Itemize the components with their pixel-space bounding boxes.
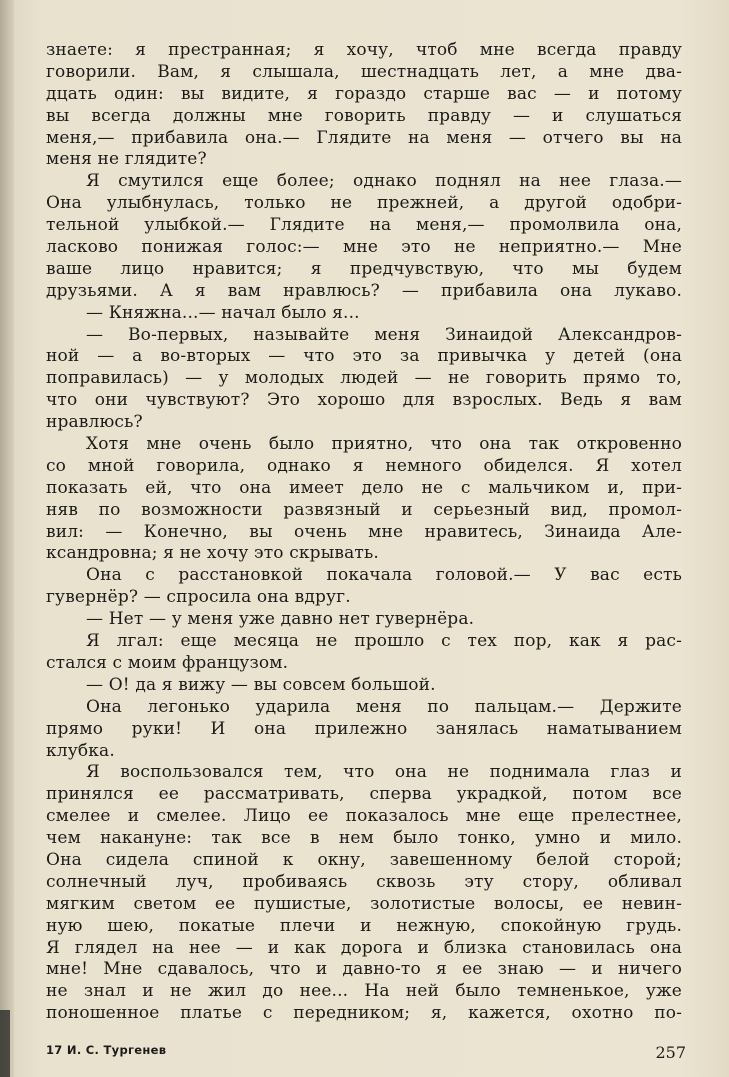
text-line: няв по возможности развязный и серьезный вид, промол- [46,499,682,520]
text-line: ваше лицо нравится; я предчувствую, что мы будем [46,258,682,279]
text-line: меня,— прибавила она.— Глядите на меня — отчего вы на [46,127,682,148]
text-line: смелее и смелее. Лицо ее показалось мне еще прелестнее, [46,806,682,827]
text-line: чем накануне: так все в нем было тонко, умно и мило. [46,828,682,849]
text-line: прямо руки! И она прилежно занялась наматыванием [46,718,682,739]
text-line: стался с моим французом. [46,652,289,673]
text-line: — Во-первых, называйте меня Зинаидой Александров- [86,324,682,345]
text-line: говорили. Вам, я слышала, шестнадцать лет, а мне два- [46,61,682,82]
text-line: Она сидела спиной к окну, завешенному белой сторой; [46,849,682,870]
text-line: ную шею, покатые плечи и нежную, спокойную грудь. [46,915,682,936]
text-line: дцать один: вы видите, я гораздо старше вас — и потому [46,83,682,104]
signature-mark: 17 И. С. Тургенев [46,1043,167,1057]
scan-edge-mark [0,1010,10,1077]
text-line: Она улыбнулась, только не прежней, а другой одобри- [46,193,682,214]
text-line: Я лгал: еще месяца не прошло с тех пор, как я рас- [86,631,682,652]
book-spine-shadow [0,0,14,1077]
text-line: ласково понижая голос:— мне это не неприятно.— Мне [46,237,682,258]
page-text-block [46,40,682,1025]
text-line: что они чувствуют? Это хорошо для взрослых. Ведь я вам [46,390,682,411]
text-line: Она с расстановкой покачала головой.— У вас есть [86,565,682,586]
page-number: 257 [655,1043,686,1062]
text-line: нравлюсь? [46,412,143,433]
text-line: вил: — Конечно, вы очень мне нравитесь, Зинаида Але- [46,521,682,542]
text-line: Она легонько ударила меня по пальцам.— Держите [86,696,682,717]
text-line: — Нет — у меня уже давно нет гувернёра. [86,609,475,630]
text-line: вы всегда должны мне говорить правду — и слушаться [46,105,682,126]
text-line: ной — а во-вторых — что это за привычка у детей (она [46,346,682,367]
text-line: мне! Мне сдавалось, что и давно-то я ее знаю — и ничего [46,959,682,980]
text-line: Я глядел на нее — и как дорога и близка становилась она [46,937,682,958]
text-line: — О! да я вижу — вы совсем большой. [86,674,436,695]
text-line: поправилась) — у молодых людей — не говорить прямо то, [46,368,682,389]
text-line: Я смутился еще более; однако поднял на нее глаза.— [86,171,682,192]
text-line: показать ей, что она имеет дело не с мальчиком и, при- [46,477,682,498]
text-line: клубка. [46,740,115,761]
text-line: тельной улыбкой.— Глядите на меня,— промолвила она, [46,215,682,236]
text-line: поношенное платье с передником; я, кажется, охотно по- [46,1003,682,1024]
text-line: — Княжна...— начал было я... [86,302,360,323]
text-line: мягким светом ее пушистые, золотистые волосы, ее невин- [46,893,682,914]
text-line: ксандровна; я не хочу это скрывать. [46,543,379,564]
text-line: меня не глядите? [46,149,207,170]
text-line: солнечный луч, пробиваясь сквозь эту стору, обливал [46,871,682,892]
text-line: гувернёр? — спросила она вдруг. [46,587,351,608]
text-line: принялся ее рассматривать, сперва украдкой, потом все [46,784,682,805]
text-line: Я воспользовался тем, что она не поднимала глаз и [86,762,682,783]
text-line: знаете: я престранная; я хочу, чтоб мне всегда правду [46,40,682,60]
text-line: Хотя мне очень было приятно, что она так откровенно [86,434,682,455]
text-line: друзьями. А я вам нравлюсь? — прибавила она лукаво. [46,280,682,301]
text-line: не знал и не жил до нее... На ней было темненькое, уже [46,981,682,1002]
text-line: со мной говорила, однако я немного обиделся. Я хотел [46,455,682,476]
